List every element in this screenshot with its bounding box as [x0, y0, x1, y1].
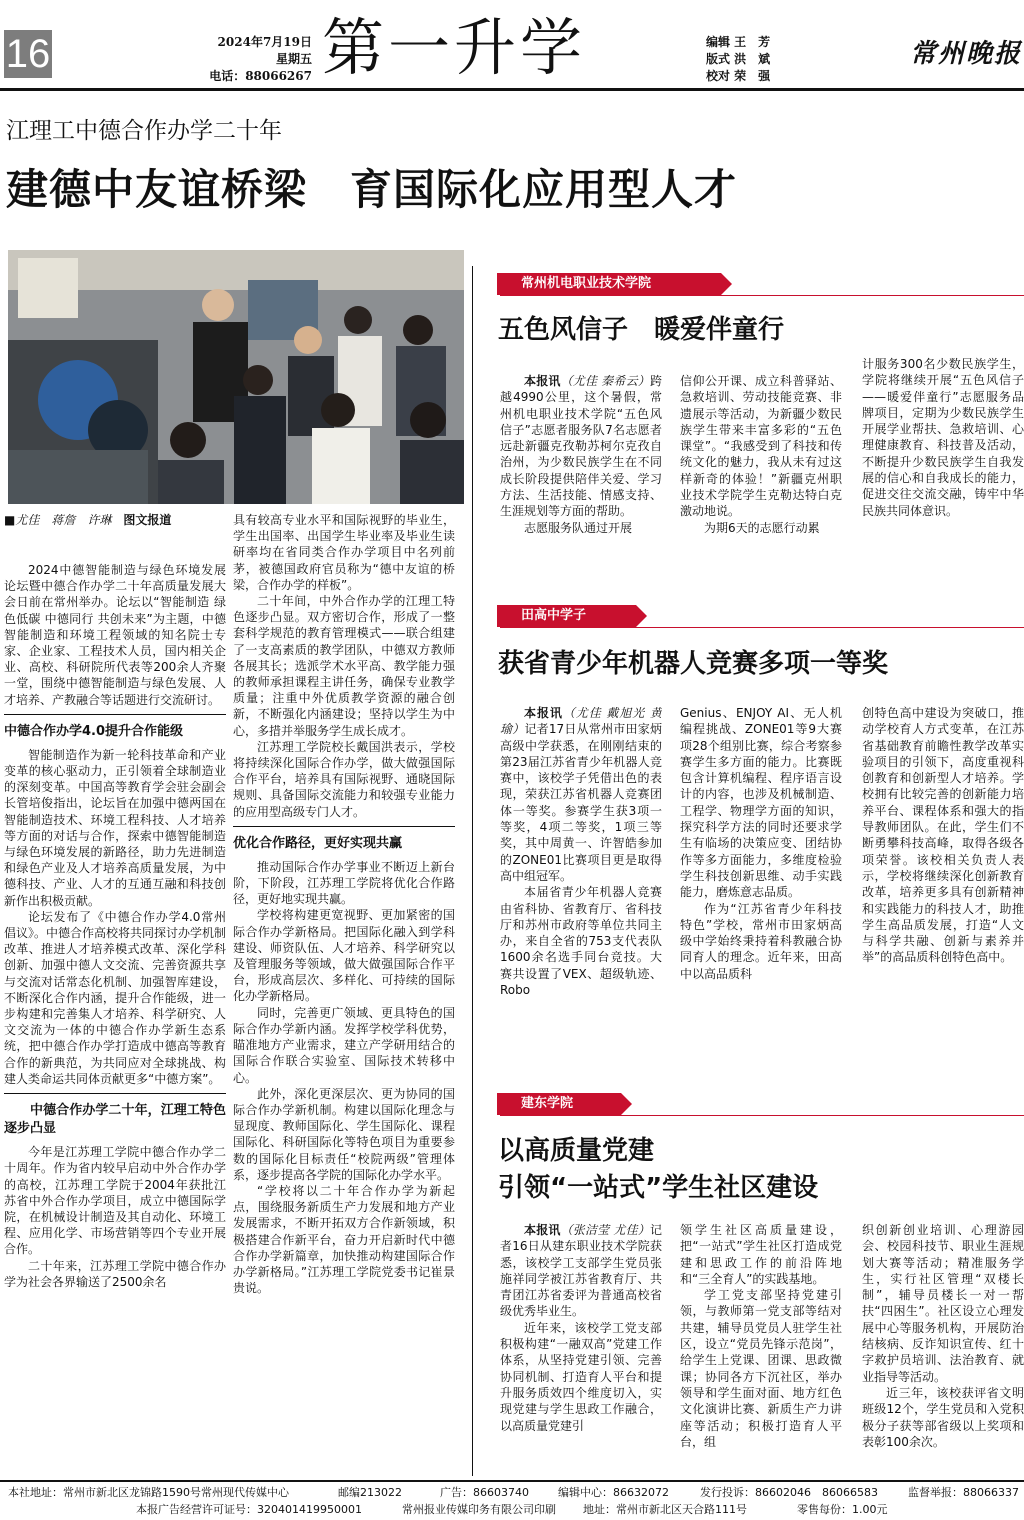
section-masthead: 第一升学 [322, 11, 587, 84]
subhead-rule [4, 714, 226, 715]
footer-price: 零售每份：1.00元 [797, 1503, 888, 1516]
section-paragraph: 志愿服务队通过开展 [524, 520, 633, 535]
byline-names: （张洁莹 尤佳） [560, 1223, 650, 1237]
byline-label: 本报讯 [524, 374, 561, 388]
lead-paragraph: 今年是江苏理工学院中德合作办学二十周年。作为省内较早启动中外合作办学的高校，江苏理工学院于2004年获批江苏省中外合作办学项目，成立中德国际学院，在机械设计制造及其自动化、环境工程、应用化学、市场营销等四个专业开展合作。 [4, 1145, 226, 1257]
section-paragraph: 为期6天的志愿行动累 [704, 520, 820, 535]
page-footer [0, 1480, 1024, 1520]
section-tag-2: 田高中学子 [497, 605, 636, 627]
section-3-title-line-2: 引领“一站式”学生社区建设 [498, 1173, 819, 1203]
section-paragraph: 作为“江苏省青少年科技特色”学校，常州市田家炳高级中学始终秉持着科教融合协同育人的理念。近年来，田高中以高品质科 [680, 901, 842, 981]
section-tag-3: 建东学院 [497, 1093, 621, 1115]
layout-editor: 版式 洪 斌 [706, 52, 771, 66]
section-2-col-2 [680, 705, 842, 1050]
footer-ads: 广告：86603740 [440, 1486, 529, 1499]
lead-subhead-1: 中德合作办学4.0提升合作能级 [4, 723, 184, 739]
section-paragraph: 近三年，该校获评省文明班级12个，学生党员和入党积极分子获等部省级以上奖项和表彰100余次。 [862, 1385, 1024, 1449]
section-3-col-2 [680, 1222, 842, 1477]
lead-paragraph: 具有较高专业水平和国际视野的毕业生，学生出国率、出国学生毕业率及毕业生读研率均在省同类合作办学项目中名列前茅，被德国政府官员称为“德中友谊的桥梁，合作办学的样板”。 [233, 513, 455, 592]
lead-paragraph: 学校将构建更宽视野、更加紧密的国际合作办学新格局。把国际化融入到学科建设、师资队伍、人才培养、科学研究以及管理服务等领域，做大做强国际合作平台，形成高层次、多样化、可持续的国际化办学新格局。 [233, 908, 455, 1004]
byline-label: 本报讯 [524, 706, 563, 720]
paper-logo: 常州晚报 [909, 39, 1022, 69]
date-block [196, 34, 312, 85]
lead-paragraph: 智能制造作为新一轮科技革命和产业变革的核心驱动力，正引领着全球制造业的深刻变革。中国高等教育学会驻会副会长管培俊指出，论坛旨在加强中德两国在智能制造技术、环境工程科技、人才培养等方面的对话与合作，探索中德智能制造与绿色环境发展的新路径，助力先进制造和绿色产业及人才培养高质量发展，为中德科技、产业、人才的互通互融和科技创新作出积极贡献。 [4, 747, 226, 908]
section-paragraph: 信仰公开课、成立科普驿站、急救培训、劳动技能竞赛、非遗展示等活动，为新疆少数民族学生带来丰富多彩的“五色课堂”。“我感受到了科技和传统文化的魅力，我从未有过这样新奇的体验！”新疆克州职业技术学院学生克勒达特白克激动地说。 [680, 374, 842, 519]
footer-editorial: 编辑中心：86632072 [558, 1486, 669, 1499]
byline-names: （尤佳 秦希云） [560, 374, 650, 388]
credit-label: 图文报道 [123, 513, 172, 527]
lab-scene-illustration [8, 250, 464, 504]
photo-credit [4, 512, 230, 528]
header-rule [0, 88, 1024, 91]
subhead-rule [4, 1093, 226, 1094]
footer-address: 本社地址：常州市新北区龙锦路1590号常州现代传媒中心 [8, 1486, 289, 1499]
issue-date: 2024年7月19日 [217, 35, 312, 49]
section-1-title: 五色风信子 暖爱伴童行 [498, 315, 785, 345]
section-tag-rule [500, 295, 1024, 296]
section-paragraph: 本届省青少年机器人竞赛由省科协、省教育厅、省科技厅和苏州市政府等单位共同主办，来自全省的753支代表队1600余名选手同台竞技。大赛共设置了VEX、超级轨迹、Robo [500, 885, 662, 998]
editor-credits [706, 34, 806, 85]
section-1-col-3 [862, 356, 1024, 571]
footer-printer-address: 地址：常州市新北区天合路111号 [583, 1503, 747, 1516]
lead-paragraph: 二十年来，江苏理工学院中德合作办学为社会各界输送了2500余名 [4, 1258, 226, 1289]
lead-paragraph: 2024中德智能制造与绿色环境发展论坛暨中德合作办学二十年高质量发展大会日前在常州举办。论坛以“智能制造 绿色低碳 中德同行 共创未来”为主题，中德智能制造和环境工程领域的知名院士专家、企业家、工程技术人员，国内相关企业、高校、科研院所代表等200余人齐聚一堂，围绕中德智能制造与绿色发展、人才培养、产教融合等话题进行交流研讨。 [4, 563, 226, 707]
lead-paragraph: 推动国际合作办学事业不断迈上新台阶，下阶段，江苏理工学院将优化合作路径，更好地实现共赢。 [233, 859, 455, 907]
section-2-title: 获省青少年机器人竞赛多项一等奖 [498, 649, 889, 679]
lead-headline: 建德中友谊桥梁 育国际化应用型人才 [6, 165, 738, 214]
lead-paragraph: 同时，完善更广领域、更具特色的国际合作办学新内涵。发挥学校学科优势，瞄准地方产业需求，建立产学研用结合的国际合作联合实验室、国际技术转移中心。 [233, 1005, 455, 1085]
lead-subhead-3: 优化合作路径，更好实现共赢 [233, 835, 403, 851]
footer-distribution: 发行投诉：86602046 86066583 [700, 1486, 878, 1499]
lead-kicker: 江理工中德合作办学二十年 [6, 118, 282, 144]
lead-paragraph: 此外，深化更深层次、更为协同的国际合作办学新机制。构建以国际化理念与显现度、教师国际化、学生国际化、课程国际化、科研国际化等特色项目为重要参数的国际化目标责任“校院两级”管理体系，逐步提高各学院的国际化办学水平。 [233, 1086, 455, 1182]
proofreader: 校对 荣 强 [706, 69, 771, 83]
section-paragraph: 计服务300名少数民族学生，学院将继续开展“五色风信子——暖爱伴童行”志愿服务品牌项目，定期为少数民族学生开展学业帮扶、急救培训、心理健康教育、科技普及活动，不断提升少数民族学生自我发展的信心和自我成长的能力，促进交往交流交融，铸牢中华民族共同体意识。 [862, 357, 1024, 518]
credit-names: 尤佳 蒋詹 许琳 [15, 513, 112, 527]
byline-label: 本报讯 [524, 1223, 561, 1237]
subhead-rule [233, 826, 455, 827]
footer-printer: 常州报业传媒印务有限公司印刷 [402, 1503, 556, 1516]
section-1-col-1: 本报讯（尤佳 秦希云）跨越4990公里，这个暑假，常州机电职业技术学院“五色风信子”志愿者服务队7名志愿者远赴新疆克孜勒苏柯尔克孜自治州，为少数民族学生在不同成长阶段提供陪伴关爱、学习方法、生活技能、情感支持、生涯规划等方面的帮助。 志愿服务队通过开展 [500, 374, 662, 535]
section-tag-rule [500, 627, 1024, 628]
lead-subhead-2: 中德合作办学二十年，江理工特色逐步凸显 [4, 1103, 226, 1137]
lead-paragraph: “学校将以二十年合作办学为新起点，围绕服务新质生产力发展和地方产业发展需求，不断开拓双方合作新领域，积极搭建合作新平台，奋力开启新时代中德合作办学新篇章，加快推动构建国际合作办学新格局。”江苏理工学院党委书记崔景贵说。 [233, 1183, 455, 1296]
section-3-title-line-1: 以高质量党建 [498, 1136, 655, 1166]
phone: 电话：88066267 [209, 69, 312, 83]
section-paragraph: 创特色高中建设为突破口，推动学校育人方式变革，在江苏省基础教育前瞻性教学改革实验项目的引领下，高度重视科创教育和创新型人才培养。学校拥有比较完善的创新能力培养平台、课程体系和强大的指导教师团队。在此，学生们不断勇攀科技高峰，取得各级各项荣誉。该校相关负责人表示，学校将继续深化创新教育改革，培养更多具有创新精神和实践能力的科技人才，助推学生高品质发展，打造“人文与科学共融、创新与素养并举”的高品质科创特色高中。 [862, 706, 1024, 965]
section-2-col-3 [862, 705, 1024, 1050]
byline-names: （尤佳 戴旭光 黄瑜） [500, 706, 662, 737]
section-1-col-2 [680, 373, 842, 573]
section-paragraph: 织创新创业培训、心理游园会、校园科技节、职业生涯规划大赛等活动；精准服务学生，实行社区管理“双楼长制”，辅导员楼长一对一帮扶“四困生”。社区设立心理发展中心等服务机构，开展防治结核病、反诈知识宣传、红十字救护员培训、法治教育、就业指导等活动。 [862, 1223, 1024, 1384]
lead-paragraph: 论坛发布了《中德合作办学4.0常州倡议》。中德合作高校将共同探讨办学机制改革、推进人才培养模式改革、深化学科创新、加强中德人文交流、完善资源共享与交流对话常态化机制、加强智库建设，不断深化合作内涵，提升合作能级，进一步构建和完善集人才培养、科学研究、人文交流为一体的中德合作办学新生态系统，把中德合作办学打造成中德高等教育合作的新典范，为共同应对全球挑战、构建人类命运共同体贡献更多“中德方案”。 [4, 909, 226, 1086]
footer-postcode: 邮编213022 [338, 1486, 402, 1499]
footer-license: 本报广告经营许可证号：320401419950001 [136, 1503, 362, 1516]
section-paragraph: 近年来，该校学工党支部积极构建“一融双高”党建工作体系，从坚持党建引领、完善协同机制、打造育人平台和提升服务质效四个维度切入，实现党建与学生思政工作融合，以高质量党建引 [500, 1320, 662, 1433]
weekday: 星期五 [275, 52, 312, 66]
section-3-col-3 [862, 1222, 1024, 1477]
section-paragraph: Genius、ENJOY AI、无人机编程挑战、ZONE01等9大赛项28个组别比赛，综合考察参赛学生多方面的能力。比赛既包含计算机编程、程序语言设计的内容，也涉及机械制造、工程学、物理学方面的知识，探究科学方法的同时还要求学生有临场的决策应变、团结协作等多方面能力，多维度检验学生科技创新思维、动手实践能力，磨炼意志品质。 [680, 706, 842, 900]
lead-column-1 [4, 562, 226, 1476]
section-3-col-1: 本报讯（张洁莹 尤佳）记者16日从建东职业技术学院获悉，该校学工支部学生党员张施祥同学被江苏省教育厅、共青团江苏省委评为普通高校省级优秀毕业生。 近年来，该校学工党支部积极构建“一融双高”党建工作体系，从坚持党建引领、完善协同机制、打造育人平台和提升服务质效四个维度切入，实现党建与学生思政工作融合，以高质量党建引 [500, 1223, 662, 1433]
lead-paragraph: 江苏理工学院校长戴国洪表示，学校将持续深化国际合作办学，做大做强国际合作平台，培养具有国际视野、通晓国际规则、具备国际交流能力和较强专业能力的应用型高级专门人才。 [233, 739, 455, 819]
section-paragraph: 学工党支部坚持党建引领，与教师第一党支部等结对共建，辅导员党员人驻学生社区，设立“党员先锋示范岗”，给学生上党课、团课、思政微课；协同各方下沉社区，举办领导和学生面对面、地方红色文化演讲比赛、新质生产力讲座等活动；积极打造育人平台，组 [680, 1288, 842, 1449]
credit-square-icon: ■ [4, 513, 16, 527]
section-paragraph: 领学生社区高质量建设，把“一站式”学生社区打造成党建和思政工作的前沿阵地和“三全育人”的实践基地。 [680, 1223, 842, 1286]
editor: 编辑 王 芳 [706, 35, 771, 49]
page-number: 16 [5, 32, 51, 76]
section-2-col-1: 本报讯（尤佳 戴旭光 黄瑜）记者17日从常州市田家炳高级中学获悉，在刚刚结束的第23届江苏省青少年机器人竞赛中，该校学子凭借出色的表现，荣获江苏省机器人竞赛团体一等奖。参赛学生获3项一等奖，4项二等奖，1项三等奖，其中周黄一、许智皓参加的ZONE01比赛项目更是取得高中组冠军。 本届省青少年机器人竞赛由省科协、省教育厅、省科技厅和苏州市政府等单位共同主办，来自全省的753支代表队1600余名选手同台竞技。大赛共设置了VEX、超级轨迹、Robo [500, 706, 662, 998]
column-divider [472, 266, 473, 1476]
lead-column-2 [233, 512, 455, 1476]
lead-photo [8, 250, 464, 504]
footer-report: 监督举报：88066337 [908, 1486, 1019, 1499]
section-tag-1: 常州机电职业技术学院 [497, 273, 721, 295]
lead-paragraph: 二十年间，中外合作办学的江理工特色逐步凸显。双方密切合作，形成了一整套科学规范的教育管理模式——联合组建了一支高素质的教学团队，中德双方教师各展其长；选派学术水平高、教学能力强的教师承担课程主讲任务，确保专业教学质量；注重中外优质教学资源的融合创新，不断强化内涵建设；坚持以学生为中心，多措并举服务学生成长成才。 [233, 594, 455, 738]
section-tag-rule [500, 1115, 1024, 1116]
